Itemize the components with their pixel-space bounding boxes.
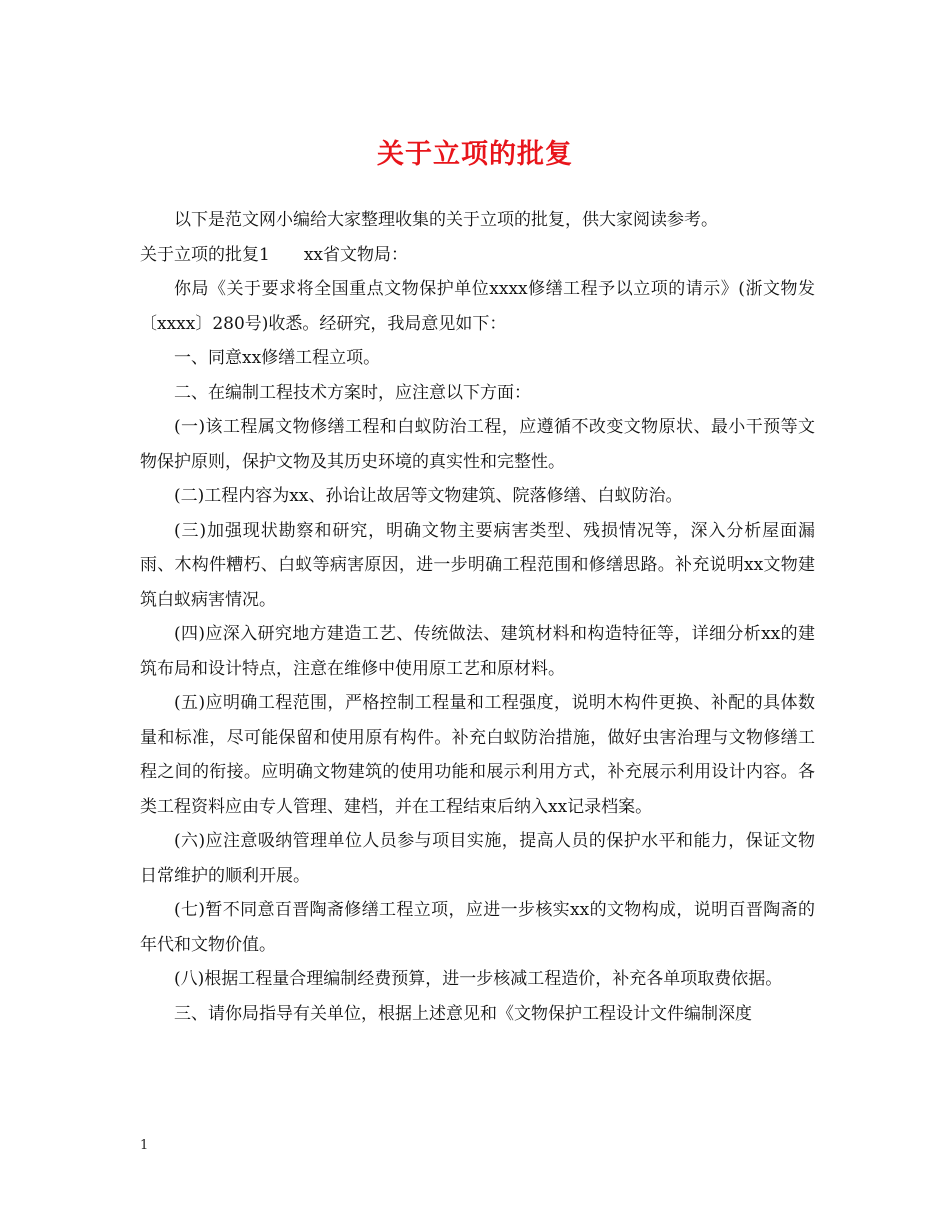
body-paragraph: (一)该工程属文物修缮工程和白蚁防治工程，应遵循不改变文物原状、最小干预等文物保护原则，保护文物及其历史环境的真实性和完整性。 (140, 417, 815, 472)
body-paragraph: (三)加强现状勘察和研究，明确文物主要病害类型、残损情况等，深入分析屋面漏雨、木构件糟朽、白蚁等病害原因，进一步明确工程范围和修缮思路。补充说明xx文物建筑白蚁病害情况。 (140, 520, 815, 610)
body-paragraph: (七)暂不同意百晋陶斋修缮工程立项，应进一步核实xx的文物构成，说明百晋陶斋的年代和文物价值。 (140, 900, 815, 955)
body-paragraph: 你局《关于要求将全国重点文物保护单位xxxx修缮工程予以立项的请示》(浙文物发〔xxxx〕280号)收悉。经研究，我局意见如下： (140, 279, 815, 334)
body-paragraph: 二、在编制工程技术方案时，应注意以下方面： (174, 382, 531, 403)
document-title: 关于立项的批复 (377, 139, 573, 170)
addressee: xx省文物局： (303, 244, 409, 265)
body-paragraph: 一、同意xx修缮工程立项。 (174, 348, 381, 368)
body-paragraph: (四)应深入研究地方建造工艺、传统做法、建筑材料和构造特征等，详细分析xx的建筑布局和设计特点，注意在维修中使用原工艺和原材料。 (140, 624, 815, 679)
body-paragraph: (六)应注意吸纳管理单位人员参与项目实施，提高人员的保护水平和能力，保证文物日常维护的顺利开展。 (140, 831, 815, 886)
body-paragraph: 三、请你局指导有关单位，根据上述意见和《文物保护工程设计文件编制深度 (174, 1003, 752, 1024)
body-paragraph: (八)根据工程量合理编制经费预算，进一步核减工程造价，补充各单项取费依据。 (174, 969, 783, 989)
heading-line (140, 238, 815, 273)
page-number: 1 (140, 1138, 149, 1153)
section-heading: 关于立项的批复1 (140, 244, 270, 265)
body-paragraph: (二)工程内容为xx、孙诒让故居等文物建筑、院落修缮、白蚁防治。 (174, 486, 683, 506)
body-paragraph: (五)应明确工程范围，严格控制工程量和工程强度，说明木构件更换、补配的具体数量和标准，尽可能保留和使用原有构件。补充白蚁防治措施，做好虫害治理与文物修缮工程之间的衔接。应明确文物建筑的使用功能和展示利用方式，补充展示利用设计内容。各类工程资料应由专人管理、建档，并在工程结束后纳入xx记录档案。 (140, 693, 815, 817)
document-body (140, 203, 815, 1031)
intro-paragraph: 以下是范文网小编给大家整理收集的关于立项的批复，供大家阅读参考。 (174, 210, 718, 230)
